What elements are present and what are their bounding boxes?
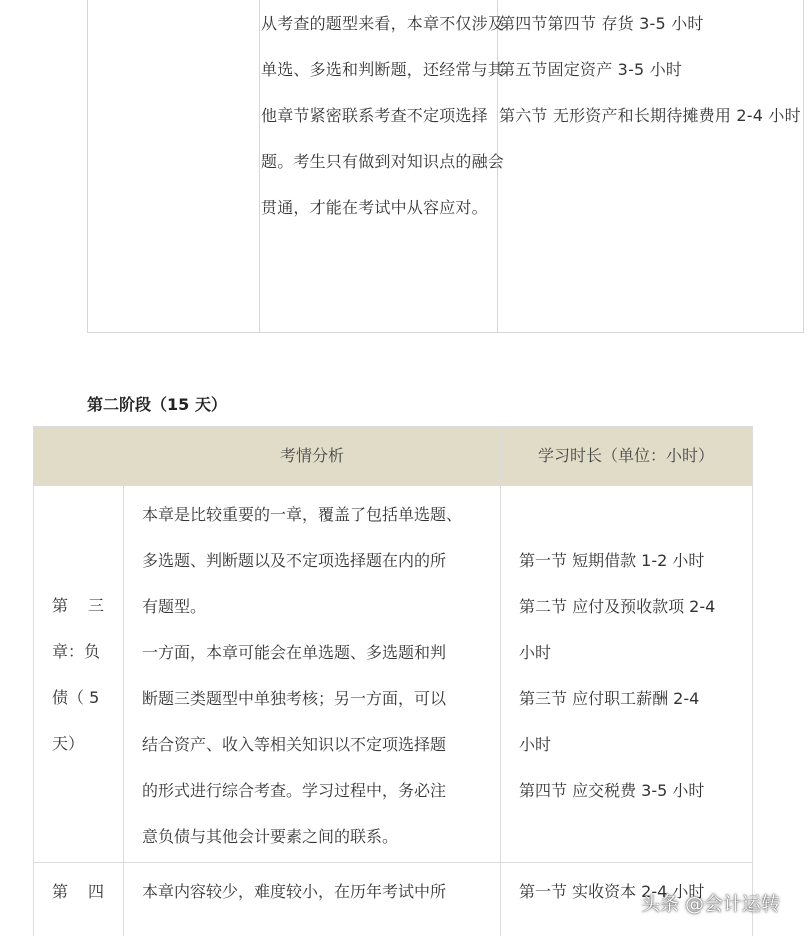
text-line: 第一节 短期借款 1-2 小时 <box>519 551 705 570</box>
header-chapter <box>34 427 124 485</box>
chapter-line: 章：负 <box>52 642 101 661</box>
text-line: 贯通，才能在考试中从容应对。 <box>261 198 488 217</box>
row-divider <box>34 485 752 486</box>
text-line: 一方面，本章可能会在单选题、多选题和判 <box>142 643 447 662</box>
text-line: 第五节固定资产 3-5 小时 <box>499 60 683 79</box>
text-line: 第四节 应交税费 3-5 小时 <box>519 781 705 800</box>
column-divider <box>500 427 501 936</box>
header-analysis: 考情分析 <box>279 446 344 465</box>
header-study-time: 学习时长（单位：小时） <box>537 446 714 465</box>
chapter-line: 天） <box>52 734 85 753</box>
text-line: 第二节 应付及预收款项 2-4 <box>519 597 716 616</box>
analysis-cell <box>261 1 504 231</box>
text-line: 断题三类题型中单独考核；另一方面，可以 <box>142 689 447 708</box>
text-line: 第六节 无形资产和长期待摊费用 2-4 小时 <box>499 106 801 125</box>
table-divider <box>259 0 260 332</box>
text-line: 结合资产、收入等相关知识以不定项选择题 <box>142 735 447 754</box>
text-line: 第三节 应付职工薪酬 2-4 <box>519 689 700 708</box>
row-divider <box>34 862 752 863</box>
study-time-cell <box>519 538 715 814</box>
chapter-cell <box>52 869 104 915</box>
column-divider <box>123 427 124 936</box>
chapter-line: 第 四 <box>52 882 104 901</box>
section-heading: 第二阶段（15 天） <box>87 395 227 414</box>
text-line: 题。考生只有做到对知识点的融会 <box>261 152 505 171</box>
text-line: 本章内容较少，难度较小，在历年考试中所 <box>142 882 447 901</box>
text-line: 从考查的题型来看，本章不仅涉及 <box>261 14 505 33</box>
text-line: 第四节第四节 存货 3-5 小时 <box>499 14 704 33</box>
analysis-cell <box>142 492 462 860</box>
analysis-cell <box>142 869 446 915</box>
text-line: 第一节 实收资本 2-4 小时 <box>519 882 705 901</box>
text-line: 小时 <box>519 643 552 662</box>
text-line: 小时 <box>519 735 552 754</box>
chapter-line: 第 三 <box>52 596 104 615</box>
text-line: 本章是比较重要的一章，覆盖了包括单选题、 <box>142 505 463 524</box>
text-line: 意负债与其他会计要素之间的联系。 <box>142 827 399 846</box>
text-line: 他章节紧密联系考查不定项选择 <box>261 106 488 125</box>
study-plan-table <box>33 426 753 936</box>
chapter-line: 债（ 5 <box>52 688 100 707</box>
text-line: 的形式进行综合考查。学习过程中，务必注 <box>142 781 447 800</box>
study-time-cell <box>499 1 801 139</box>
chapter-cell <box>52 583 104 767</box>
previous-table-fragment <box>87 0 804 333</box>
text-line: 多选题、判断题以及不定项选择题在内的所 <box>142 551 447 570</box>
watermark: 头条 @会计运转 <box>641 893 781 915</box>
text-line: 有题型。 <box>142 597 207 616</box>
table-header <box>34 427 752 485</box>
text-line: 单选、多选和判断题，还经常与其 <box>261 60 505 79</box>
